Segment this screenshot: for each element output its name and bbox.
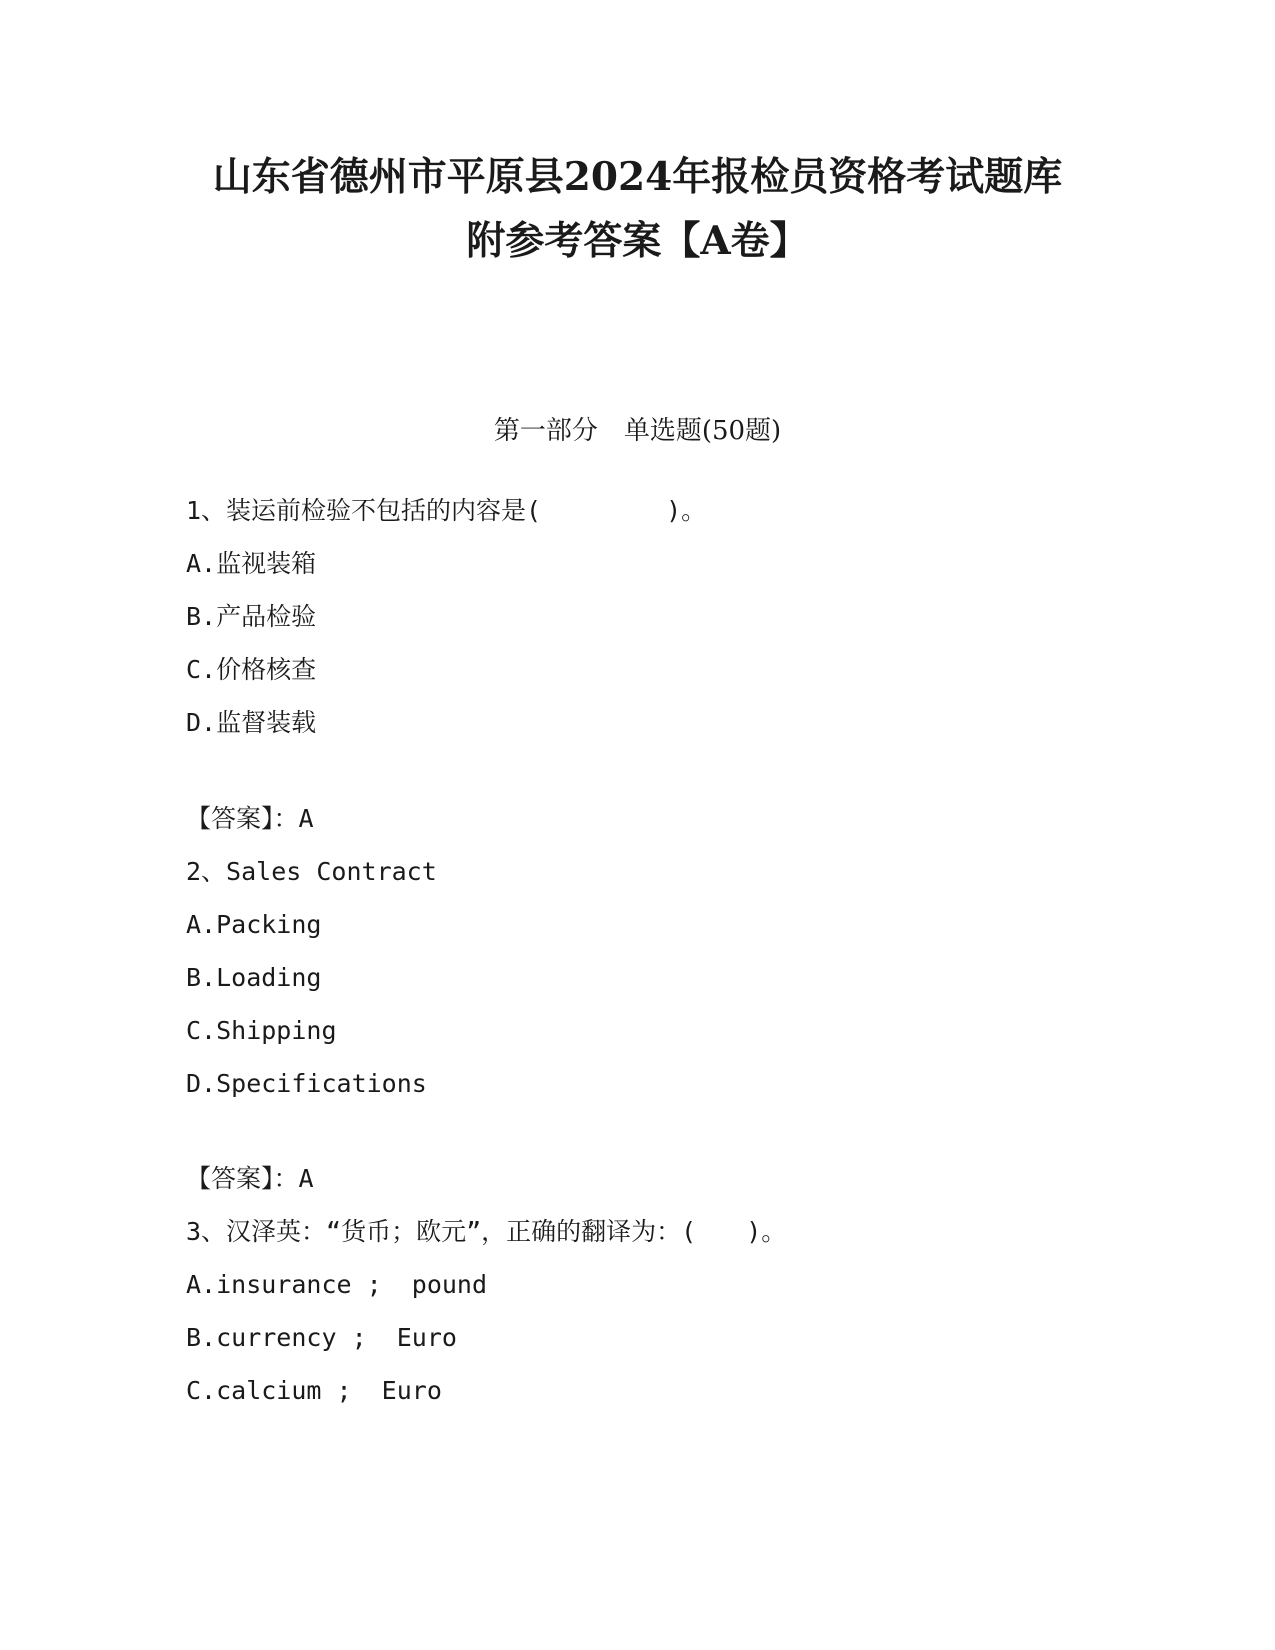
document-title-line-1: 山东省德州市平原县2024年报检员资格考试题库 [212, 154, 1063, 200]
question-1-option-a: A.监视装箱 [186, 549, 317, 578]
document-title-line-2: 附参考答案【A卷】 [466, 218, 809, 264]
question-3-stem: 3、汉泽英：“货币；欧元”，正确的翻译为：( )。 [186, 1217, 787, 1246]
question-3-option-a: A.insurance ; pound [186, 1270, 488, 1299]
question-2-stem: 2、Sales Contract [186, 857, 437, 886]
question-3-option-c: C.calcium ; Euro [186, 1376, 442, 1405]
question-1-stem: 1、装运前检验不包括的内容是( )。 [186, 496, 707, 525]
question-2-option-a: A.Packing [186, 910, 322, 939]
question-1-answer: 【答案】：A [186, 804, 314, 833]
question-1-option-b: B.产品检验 [186, 602, 317, 631]
question-1-option-c: C.价格核查 [186, 655, 317, 684]
question-2-option-d: D.Specifications [186, 1069, 427, 1098]
section-heading: 第一部分 单选题(50题) [493, 416, 782, 446]
question-3-option-b: B.currency ; Euro [186, 1323, 457, 1352]
question-2-answer: 【答案】：A [186, 1164, 314, 1193]
question-2-option-c: C.Shipping [186, 1016, 337, 1045]
question-2-option-b: B.Loading [186, 963, 322, 992]
question-1-option-d: D.监督装载 [186, 708, 317, 737]
